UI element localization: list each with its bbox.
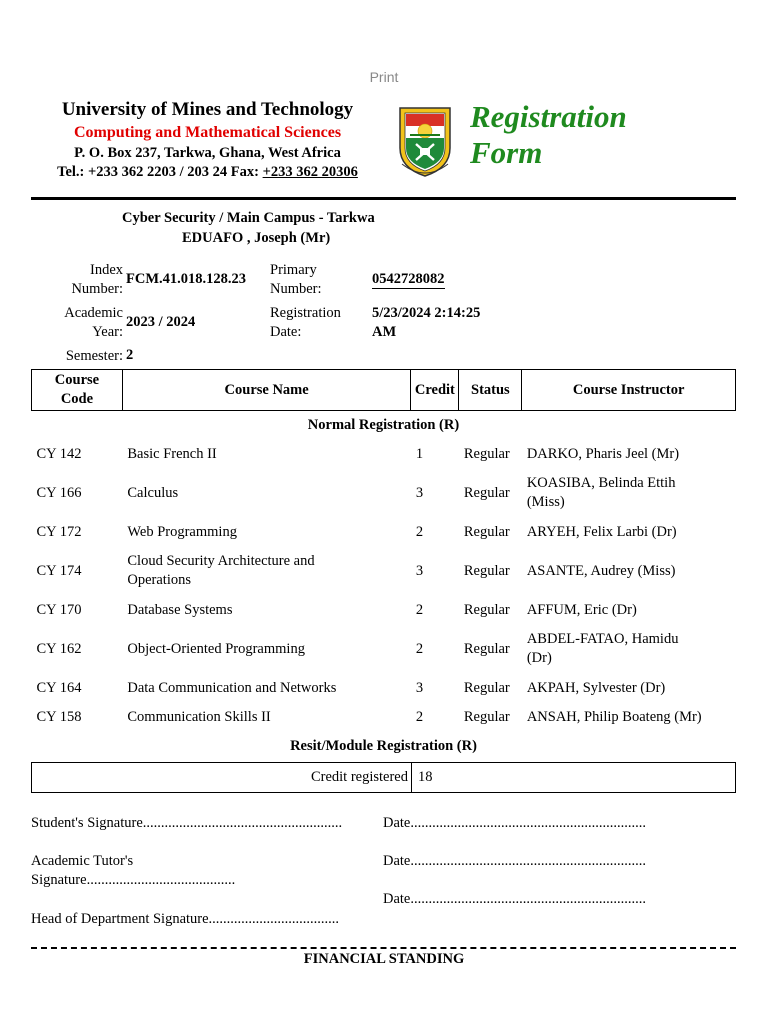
credit-registered-label: Credit registered <box>310 769 408 785</box>
department-name: Computing and Mathematical Sciences <box>73 124 342 141</box>
hod-date-line: Date................................................................. <box>383 891 646 907</box>
form-title-line2: Form <box>470 135 543 170</box>
course-credit: 2 <box>415 523 424 540</box>
registration-date-label: Registration Date: <box>270 305 341 340</box>
table-row <box>32 703 736 732</box>
course-status: Regular <box>463 679 510 696</box>
primary-number: 0542728082 <box>372 271 445 287</box>
course-name: Database Systems <box>127 601 233 618</box>
table-row <box>32 547 736 596</box>
course-instructor: AKPAH, Sylvester (Dr) <box>526 679 666 696</box>
contact-line <box>30 164 385 181</box>
section-row <box>32 732 736 761</box>
course-name: Object-Oriented Programming <box>127 640 305 657</box>
course-code: CY 166 <box>36 484 82 501</box>
postal-address: P. O. Box 237, Tarkwa, Ghana, West Africa <box>74 145 341 161</box>
course-status: Regular <box>463 523 510 540</box>
course-code: CY 164 <box>36 679 82 696</box>
student-signature-line: Student's Signature....................................................... <box>31 815 343 831</box>
form-title-line1: Registration <box>470 99 627 134</box>
course-instructor: ABDEL-FATAO, Hamidu (Dr) <box>526 631 679 666</box>
course-code: CY 162 <box>36 640 82 657</box>
table-row <box>32 469 736 518</box>
course-credit: 3 <box>415 484 424 501</box>
credit-registered-box <box>31 762 736 793</box>
tel-text: Tel.: +233 362 2203 / 203 24 Fax: <box>57 164 263 180</box>
header-instructor: Course Instructor <box>522 370 736 411</box>
dashed-separator <box>31 947 736 949</box>
header-course-name: Course Name <box>122 370 411 411</box>
course-table <box>31 369 736 761</box>
course-instructor: ASANTE, Audrey (Miss) <box>526 562 676 579</box>
table-row <box>32 674 736 703</box>
hod-signature-line: Head of Department Signature.................................... <box>31 911 340 927</box>
resit-registration-heading: Resit/Module Registration (R) <box>290 737 477 754</box>
course-status: Regular <box>463 445 510 462</box>
course-instructor: ANSAH, Philip Boateng (Mr) <box>526 708 702 725</box>
table-row <box>32 596 736 625</box>
university-crest-icon <box>396 104 454 180</box>
fax-number: +233 362 20306 <box>262 164 358 180</box>
financial-standing-heading: FINANCIAL STANDING <box>303 951 465 967</box>
course-credit: 3 <box>415 679 424 696</box>
header-status: Status <box>459 370 522 411</box>
index-number-label: Index Number: <box>71 262 123 297</box>
course-name: Web Programming <box>127 523 237 540</box>
course-instructor: KOASIBA, Belinda Ettih (Miss) <box>526 475 676 510</box>
course-code: CY 142 <box>36 445 82 462</box>
form-title <box>470 99 627 171</box>
table-header-row <box>32 370 736 411</box>
semester-label: Semester: <box>65 348 123 364</box>
course-code: CY 174 <box>36 562 82 579</box>
course-status: Regular <box>463 708 510 725</box>
university-name: University of Mines and Technology <box>61 99 354 120</box>
header-credit: Credit <box>411 370 459 411</box>
course-status: Regular <box>463 484 510 501</box>
course-name: Cloud Security Architecture and Operations <box>127 553 315 588</box>
course-code: CY 170 <box>36 601 82 618</box>
course-code: CY 158 <box>36 708 82 725</box>
registration-date: 5/23/2024 2:14:25 AM <box>372 305 481 340</box>
course-instructor: AFFUM, Eric (Dr) <box>526 601 637 618</box>
header-course-code: Course Code <box>32 370 123 411</box>
semester: 2 <box>126 347 134 363</box>
tutor-signature-line: Academic Tutor's Signature......................................... <box>31 853 236 888</box>
primary-number-label: Primary Number: <box>270 262 322 297</box>
table-row <box>32 440 736 469</box>
academic-year: 2023 / 2024 <box>126 314 196 330</box>
course-code: CY 172 <box>36 523 82 540</box>
course-credit: 2 <box>415 640 424 657</box>
credit-registered-value: 18 <box>418 769 433 785</box>
course-credit: 2 <box>415 601 424 618</box>
course-name: Data Communication and Networks <box>127 679 337 696</box>
credit-box-divider <box>411 763 412 792</box>
header-rule <box>31 197 736 200</box>
table-row <box>32 625 736 674</box>
section-row <box>32 411 736 440</box>
programme: Cyber Security / Main Campus - Tarkwa <box>122 210 375 226</box>
course-status: Regular <box>463 562 510 579</box>
course-credit: 1 <box>415 445 424 462</box>
course-name: Calculus <box>127 484 179 501</box>
student-name: EDUAFO , Joseph (Mr) <box>182 230 331 246</box>
print-link[interactable]: Print <box>369 69 399 85</box>
normal-registration-heading: Normal Registration (R) <box>307 416 460 433</box>
tutor-date-line: Date................................................................. <box>383 853 646 869</box>
table-row <box>32 518 736 547</box>
course-status: Regular <box>463 601 510 618</box>
course-credit: 2 <box>415 708 424 725</box>
student-date-line: Date................................................................. <box>383 815 646 831</box>
academic-year-label: Academic Year: <box>64 305 123 340</box>
course-name: Basic French II <box>127 445 217 462</box>
course-instructor: DARKO, Pharis Jeel (Mr) <box>526 445 680 462</box>
course-name: Communication Skills II <box>127 708 271 725</box>
course-credit: 3 <box>415 562 424 579</box>
course-instructor: ARYEH, Felix Larbi (Dr) <box>526 523 677 540</box>
course-status: Regular <box>463 640 510 657</box>
index-number: FCM.41.018.128.23 <box>126 271 247 287</box>
